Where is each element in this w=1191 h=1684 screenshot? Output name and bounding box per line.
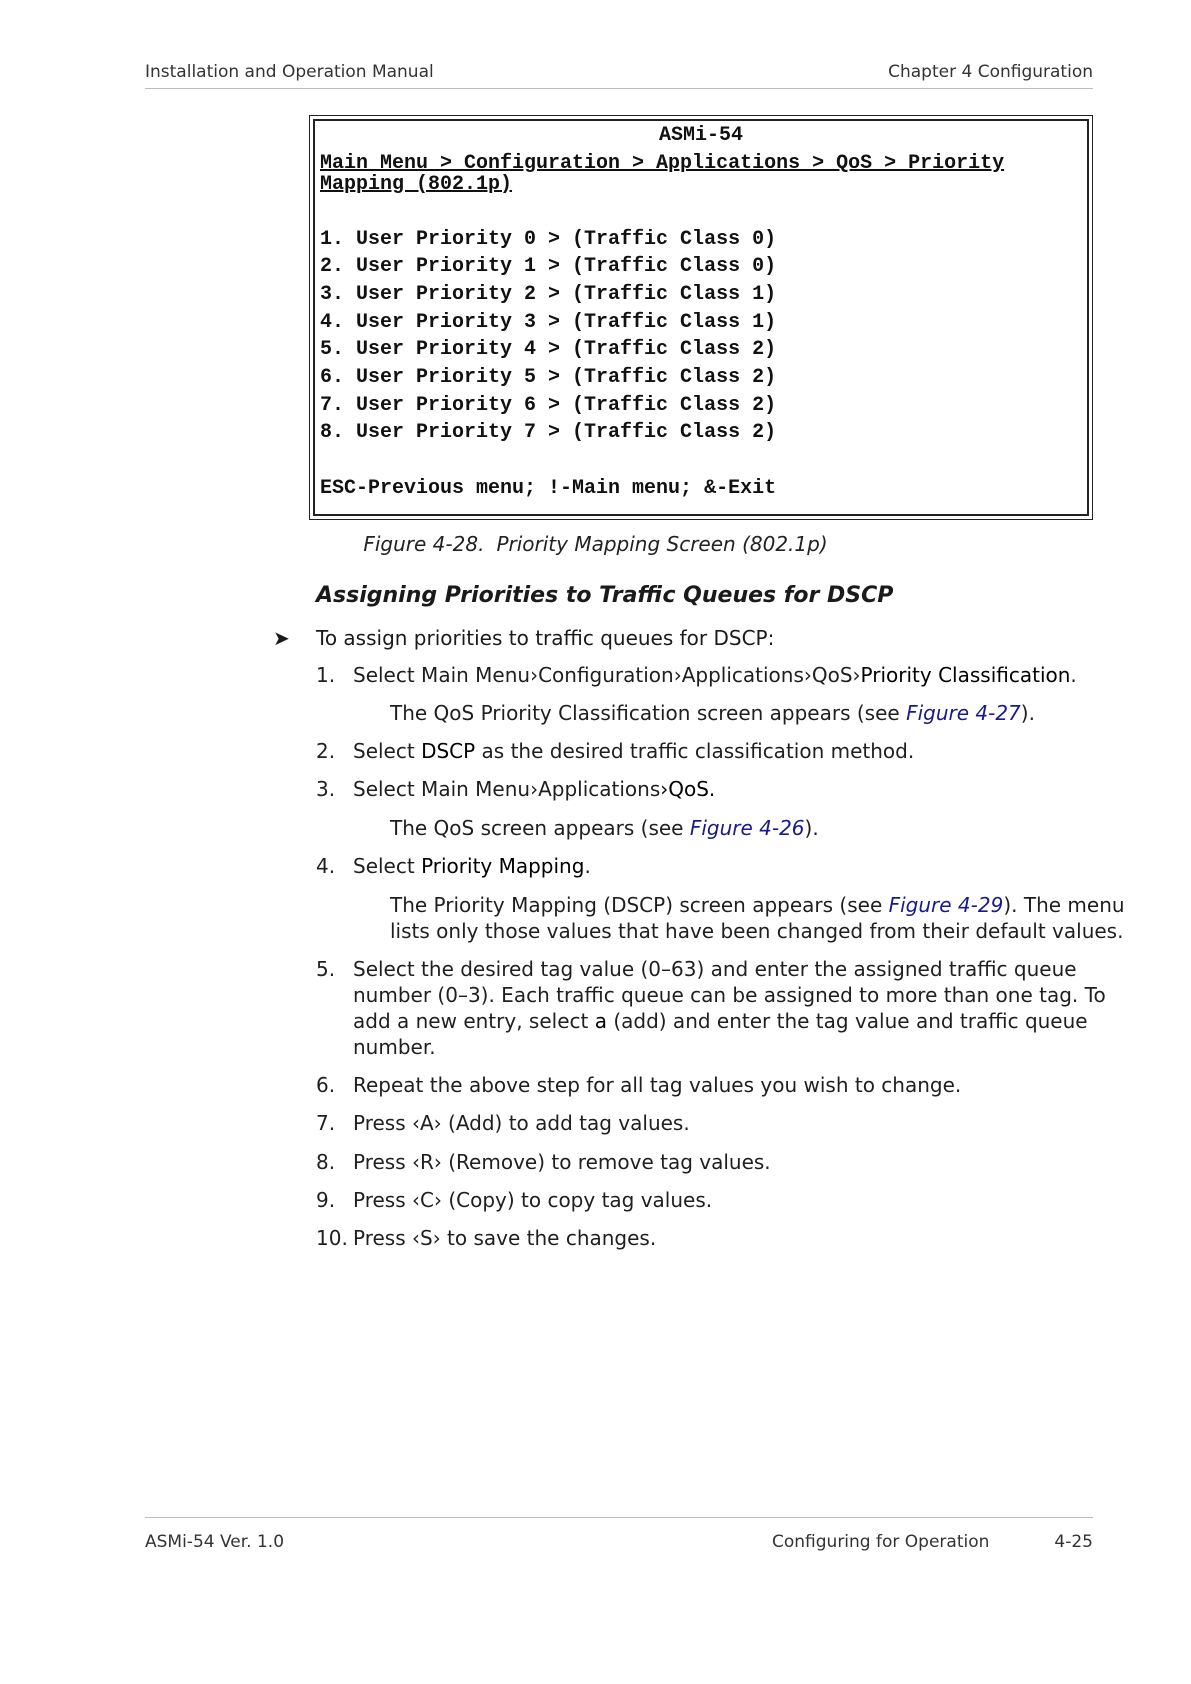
step-text: Press ‹R› (Remove) to remove tag values. <box>353 1150 771 1174</box>
step-number: 2. <box>316 739 336 763</box>
page-footer <box>145 1517 1093 1558</box>
step-number: 7. <box>316 1111 336 1135</box>
step-number: 10. <box>316 1226 348 1250</box>
step-text-part: The Priority Mapping (DSCP) screen appears (see <box>390 893 889 917</box>
step-text: Press ‹C› (Copy) to copy tag values. <box>353 1188 713 1212</box>
menu-item[interactable]: 2. User Priority 1 > (Traffic Class 0) <box>320 255 777 278</box>
step-number: 5. <box>316 957 336 981</box>
arrow-bullet-icon: ➤ <box>273 626 290 650</box>
step-text <box>353 738 914 764</box>
header-chapter: Chapter 4 Configuration <box>888 62 1093 82</box>
menu-item[interactable]: 4. User Priority 3 > (Traffic Class 1) <box>320 311 777 334</box>
menu-item[interactable]: 8. User Priority 7 > (Traffic Class 2) <box>320 421 777 444</box>
step-text-part: . <box>584 854 591 878</box>
step-number: 3. <box>316 777 336 801</box>
step-text-part: Select <box>353 739 422 763</box>
step-text: Repeat the above step for all tag values you wish to change. <box>353 1073 962 1097</box>
footer-section: Configuring for Operation <box>772 1532 990 1552</box>
ui-term: a <box>594 1009 607 1033</box>
step-line: number (0–3). Each traffic queue can be assigned to more than one tag. To <box>353 983 1106 1007</box>
step-number: 8. <box>316 1150 336 1174</box>
terminal-footer-keys: ESC-Previous menu; !-Main menu; &-Exit <box>320 477 777 500</box>
figure-link[interactable]: Figure 4-26 <box>689 816 805 840</box>
step-text-part: The QoS screen appears (see <box>390 816 690 840</box>
step-text <box>353 956 1106 1060</box>
step-text-part: (add) and enter the tag value and traffic queue <box>606 1009 1088 1033</box>
step-text-part: ). The menu <box>1003 893 1125 917</box>
step-result <box>390 815 819 841</box>
terminal-inner-frame <box>313 119 1089 516</box>
ui-term: Priority Classification <box>860 663 1071 687</box>
terminal-title: ASMi-54 <box>658 124 743 147</box>
terminal-screen <box>309 115 1093 520</box>
step-number: 4. <box>316 854 336 878</box>
step-number: 9. <box>316 1188 336 1212</box>
figure-link[interactable]: Figure 4-29 <box>888 893 1004 917</box>
figure-caption <box>0 532 1191 556</box>
task-title-text: To assign priorities to traffic queues for DSCP: <box>316 626 775 650</box>
step-text-part: The QoS Priority Classification screen appears (see <box>390 701 907 725</box>
figure-number: Figure 4-28. <box>363 532 485 556</box>
step-line: Select the desired tag value (0–63) and enter the assigned traffic queue <box>353 957 1077 981</box>
step-text: Press ‹S› to save the changes. <box>353 1226 657 1250</box>
step-text-part: add a new entry, select <box>353 1009 595 1033</box>
menu-item[interactable]: 5. User Priority 4 > (Traffic Class 2) <box>320 338 777 361</box>
step-result <box>390 892 1125 918</box>
step-text: Press ‹A› (Add) to add tag values. <box>353 1111 690 1135</box>
page-header <box>145 62 1093 89</box>
figure-title: Priority Mapping Screen (802.1p) <box>496 532 828 556</box>
footer-product-version: ASMi-54 Ver. 1.0 <box>145 1532 285 1552</box>
step-text <box>353 662 1077 688</box>
ui-term: Priority Mapping <box>421 854 585 878</box>
header-manual-title: Installation and Operation Manual <box>145 62 434 82</box>
figure-link[interactable]: Figure 4-27 <box>906 701 1021 725</box>
step-text-part: Select Main Menu›Applications <box>353 777 661 801</box>
step-line: number. <box>353 1035 436 1059</box>
menu-item[interactable]: 3. User Priority 2 > (Traffic Class 1) <box>320 283 777 306</box>
ui-term: ›QoS. <box>660 777 716 801</box>
step-text <box>353 776 715 802</box>
ui-term: DSCP <box>421 739 476 763</box>
terminal-breadcrumb: Mapping (802.1p) <box>320 173 513 196</box>
page-number: 4-25 <box>1054 1532 1093 1552</box>
step-number: 1. <box>316 663 336 687</box>
step-text-part: Select Main Menu›Configuration›Applications›QoS› <box>353 663 861 687</box>
step-text-part: ). <box>804 816 819 840</box>
step-number: 6. <box>316 1073 336 1097</box>
step-result <box>390 700 1035 726</box>
menu-item[interactable]: 7. User Priority 6 > (Traffic Class 2) <box>320 394 777 417</box>
step-text-part: as the desired traffic classification method. <box>475 739 915 763</box>
terminal-breadcrumb: Main Menu > Configuration > Applications > QoS > Priority <box>320 152 1005 175</box>
step-text <box>353 853 591 879</box>
menu-item[interactable]: 6. User Priority 5 > (Traffic Class 2) <box>320 366 777 389</box>
section-heading: Assigning Priorities to Traffic Queues for DSCP <box>316 583 894 608</box>
step-text-part: . <box>1070 663 1077 687</box>
step-text-part: Select <box>353 854 422 878</box>
menu-item[interactable]: 1. User Priority 0 > (Traffic Class 0) <box>320 228 777 251</box>
step-result-line2: lists only those values that have been changed from their default values. <box>390 919 1124 943</box>
step-text-part: ). <box>1020 701 1035 725</box>
